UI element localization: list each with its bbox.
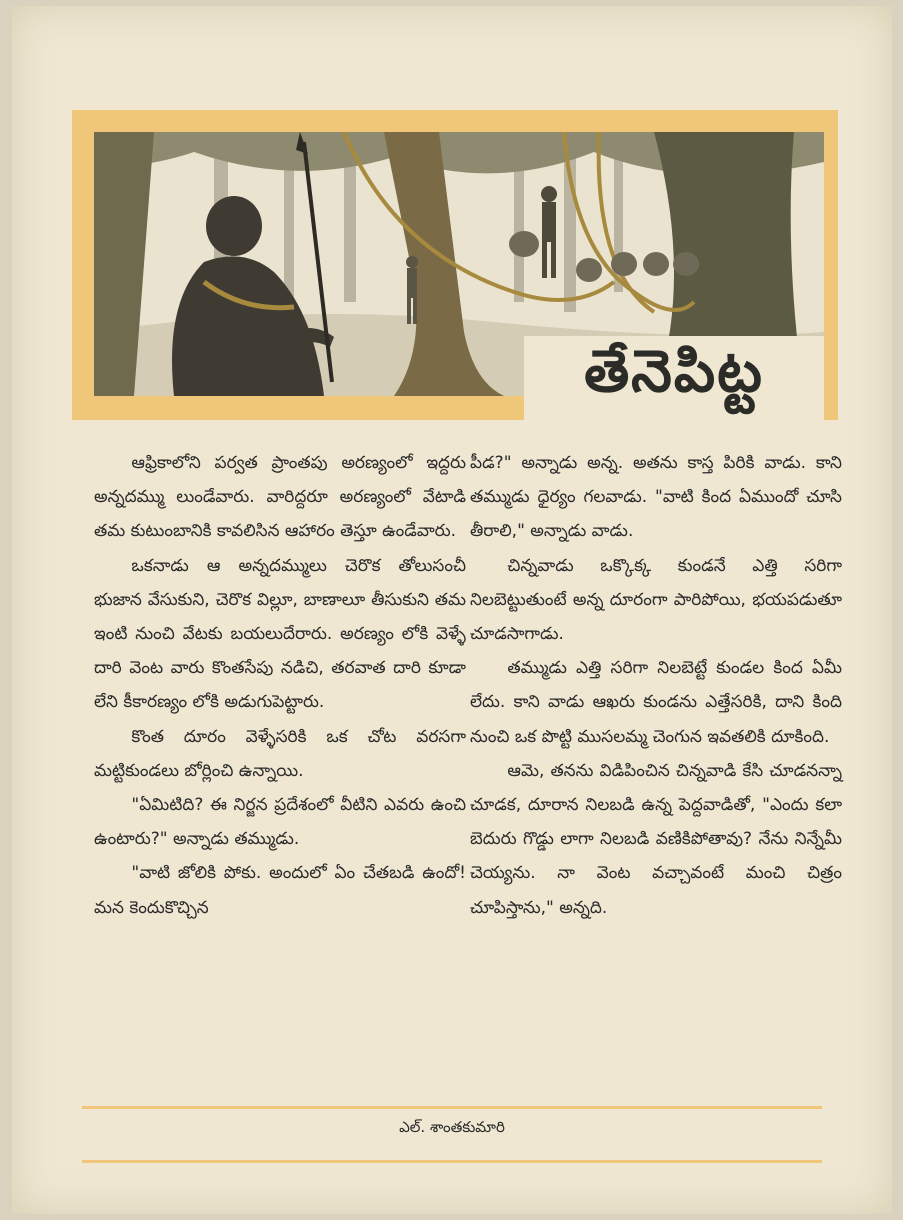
- author-byline: ఎల్. శాంతకుమారి: [399, 1118, 505, 1136]
- paragraph: "ఏమిటిది? ఈ నిర్జన ప్రదేశంలో వీటిని ఎవరు ఉంచి ఉంటారు?" అన్నాడు తమ్ముడు.: [94, 795, 466, 850]
- paragraph: ఒకనాడు ఆ అన్నదమ్ములు చెరొక తోలుసంచీ భుజాన వేసుకుని, చెరొక విల్లూ, బాణాలూ తీసుకుని తమ ఇంటి నుంచి వేటకు బయలుదేరారు. అరణ్యం లోకి వెళ్ళే దారి వెంట వారు కొంతసేపు నడిచి, తరవాత దారి కూడా లేని కీకారణ్యం లోకి అడుగుపెట్టారు.: [94, 555, 466, 713]
- title-box: [524, 336, 824, 420]
- paragraph: ఆఫ్రికాలోని పర్వత ప్రాంతపు అరణ్యంలో ఇద్దరు అన్నదమ్ము లుండేవారు. వారిద్దరూ అరణ్యంలో వేటాడి తమ కుటుంబానికి కావలిసిన ఆహారం తెస్తూ ఉండేవారు.: [94, 453, 466, 542]
- story-title: తేనెపిట్ట: [584, 336, 764, 405]
- divider: [82, 1160, 822, 1163]
- paragraph: పీడ?" అన్నాడు అన్న. అతను కాస్త పిరికి వాడు. కాని తమ్ముడు ధైర్యం గలవాడు. "వాటి కింద ఏముందో చూసి తీరాలి," అన్నాడు వాడు.: [470, 453, 842, 542]
- right-column: [470, 446, 842, 925]
- paragraph: తమ్ముడు ఎత్తి సరిగా నిలబెట్టే కుండల కింద ఏమీ లేదు. కాని వాడు ఆఖరు కుండను ఎత్తేసరికి, దాని కింది నుంచి ఒక పొట్టి ముసలమ్మ చెంగున ఇవతలికి దూకింది.: [470, 658, 842, 747]
- divider: [82, 1106, 822, 1109]
- left-column: [94, 446, 466, 925]
- paragraph: ఆమె, తనను విడిపించిన చిన్నవాడి కేసి చూడనన్నా చూడక, దూరాన నిలబడి ఉన్న పెద్దవాడితో, "ఎందు కలా బెదురు గొడ్డు లాగా నిలబడి వణికిపోతావు? నేను నిన్నేమీ చెయ్యను. నా వెంట వచ్చావంటే మంచి చిత్రం చూపిస్తాను," అన్నది.: [470, 760, 842, 918]
- paragraph: "వాటి జోలికి పోకు. అందులో ఏం చేతబడి ఉందో! మన కెందుకొచ్చిన: [94, 863, 466, 918]
- magazine-page: [12, 6, 892, 1214]
- paragraph: కొంత దూరం వెళ్ళేసరికి ఒక చోట వరసగా మట్టికుండలు బోర్లించి ఉన్నాయి.: [94, 726, 466, 781]
- paragraph: చిన్నవాడు ఒక్కొక్క కుండనే ఎత్తి సరిగా నిలబెట్టుతుంటే అన్న దూరంగా పారిపోయి, భయపడుతూ చూడసాగాడు.: [470, 555, 842, 645]
